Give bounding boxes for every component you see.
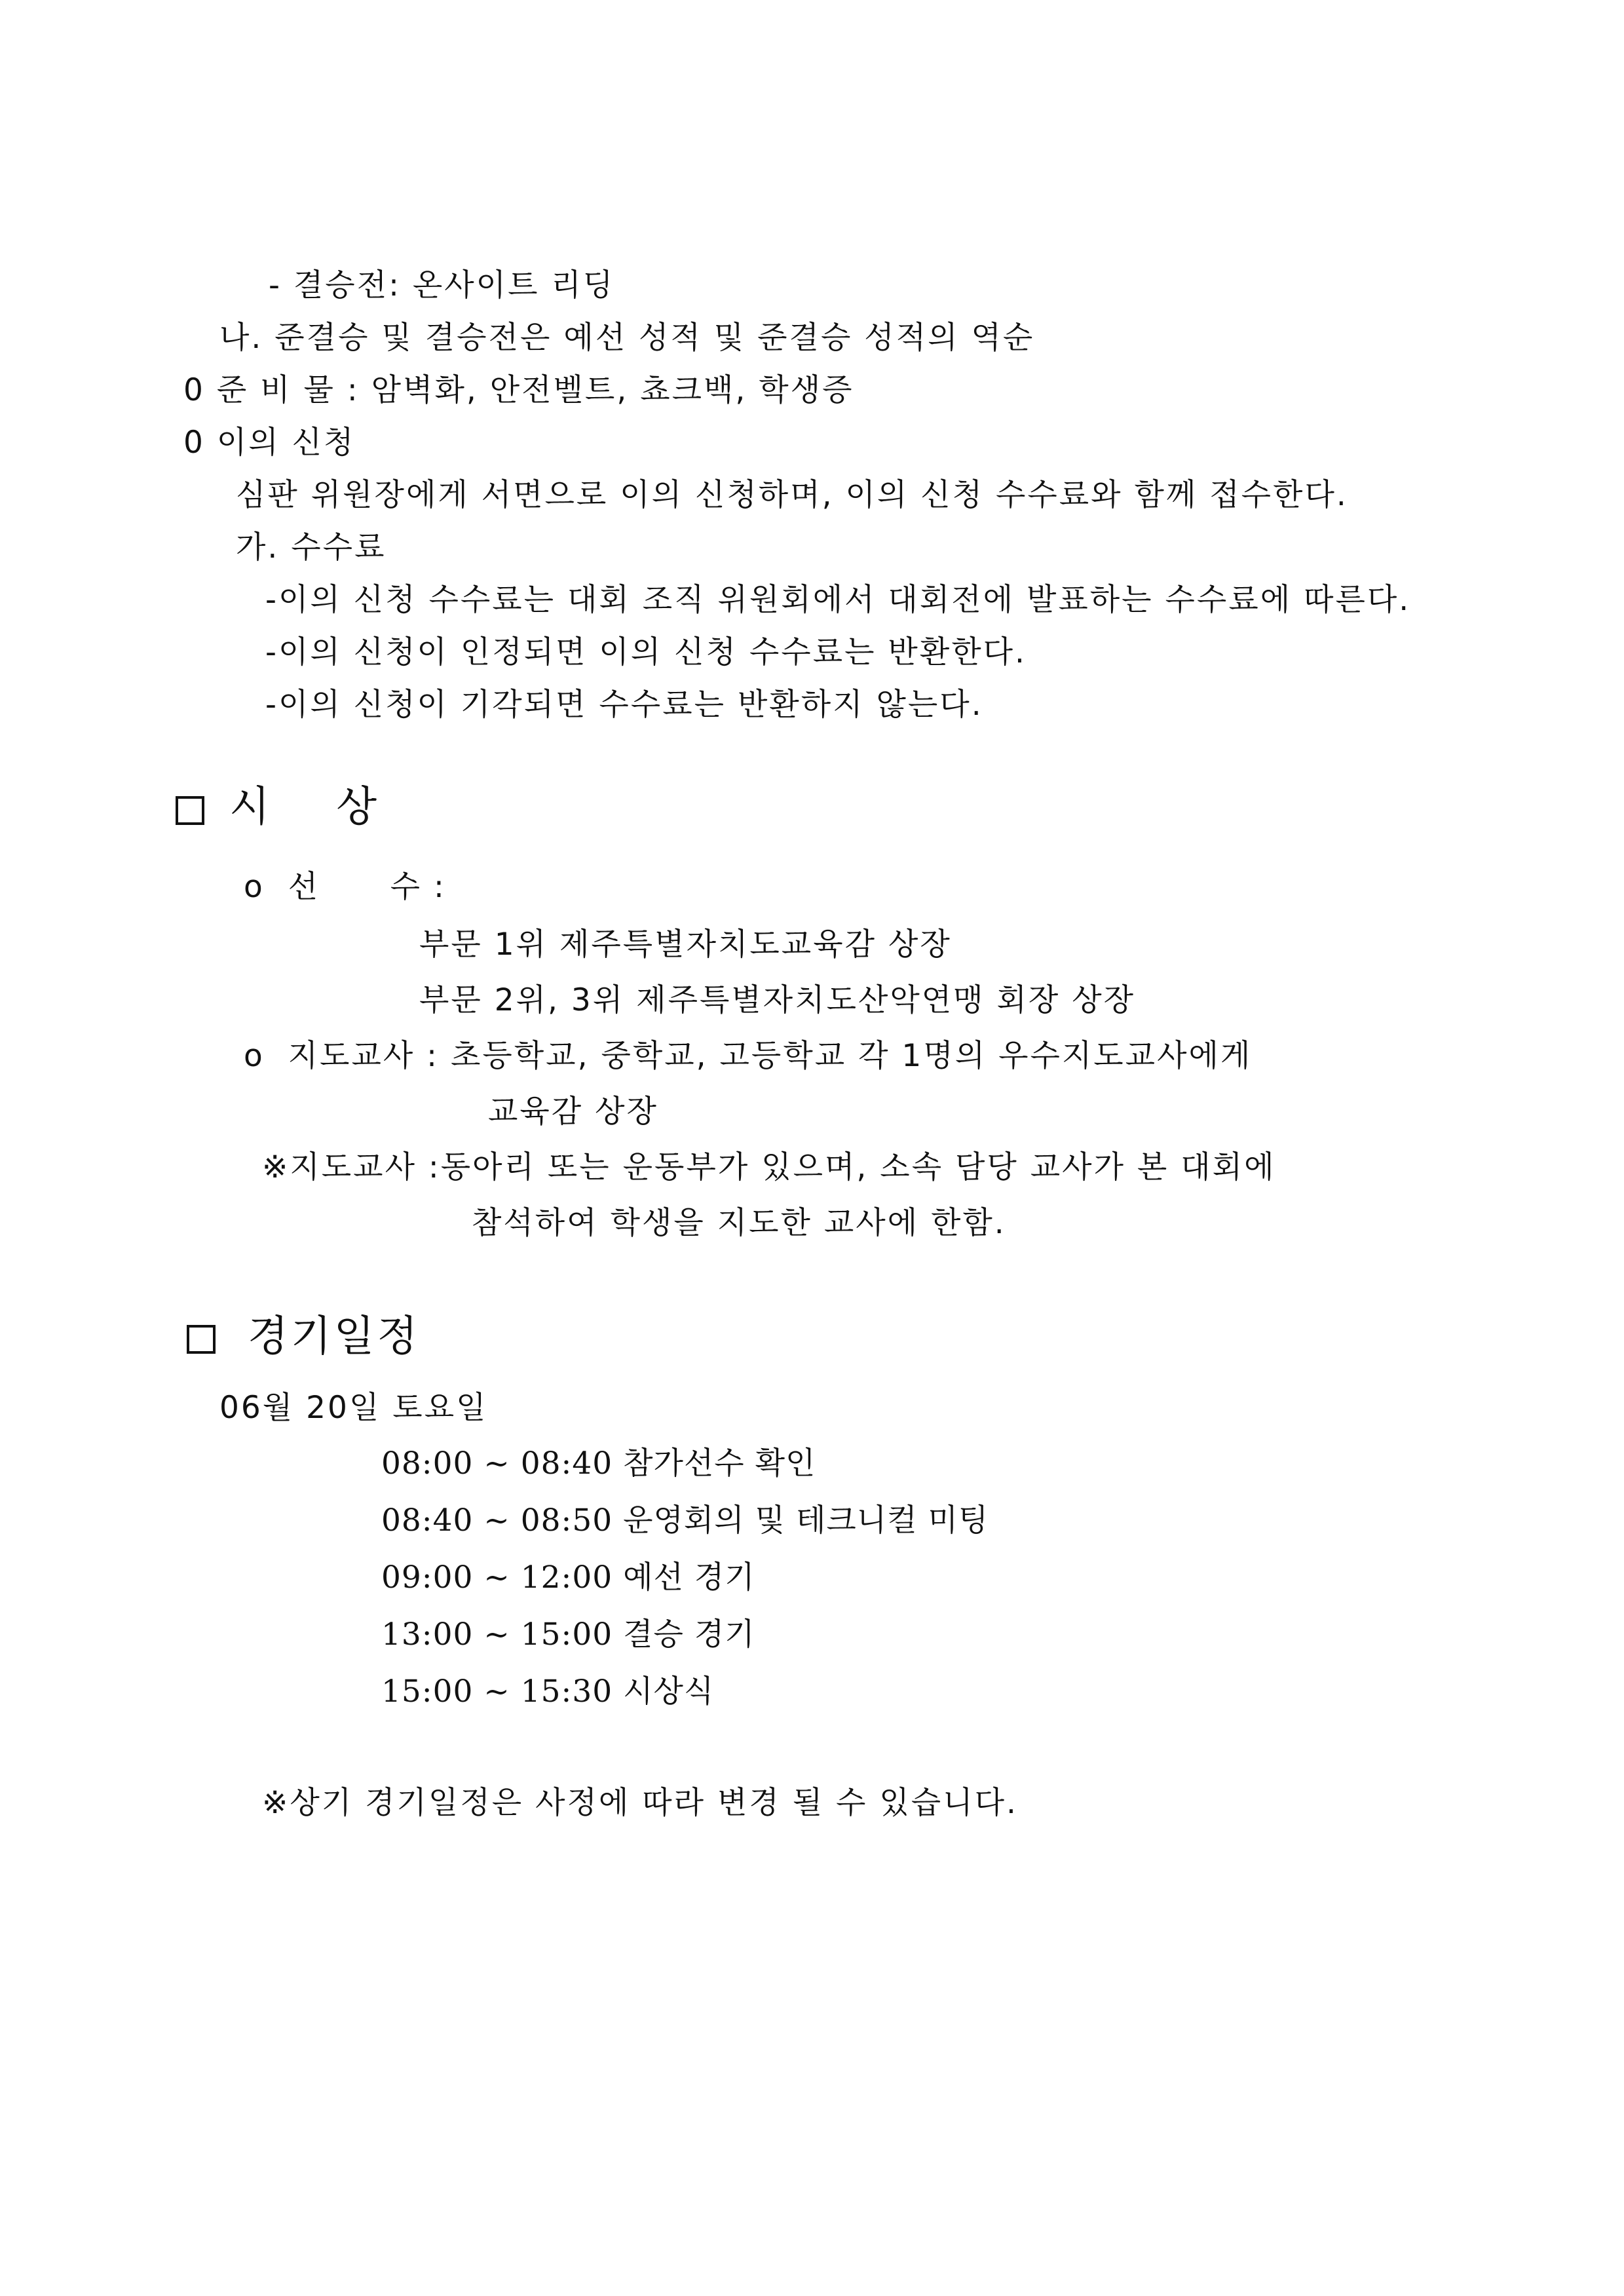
schedule-item: 13:00 ~ 15:00 결승 경기 — [381, 1617, 755, 1653]
text-line: 부문 1위 제주특별자치도교육감 상장 — [419, 927, 952, 963]
checkbox-square-icon — [176, 796, 204, 825]
text-line: -이의 신청이 인정되면 이의 신청 수수료는 반환한다. — [265, 634, 1027, 670]
text-line: -이의 신청 수수료는 대회 조직 위원회에서 대회전에 발표하는 수수료에 따른다. — [265, 582, 1411, 618]
text-line: 0 준 비 물 : 암벽화, 안전벨트, 쵸크백, 학생증 — [183, 372, 854, 408]
text-line: 참석하여 학생을 지도한 교사에 한함. — [472, 1205, 1006, 1241]
text-line: 심판 위원장에게 서면으로 이의 신청하며, 이의 신청 수수료와 함께 접수한다. — [236, 477, 1348, 513]
section-heading: 경기일정 — [248, 1312, 421, 1361]
schedule-item: 08:40 ~ 08:50 운영회의 및 테크니컬 미팅 — [381, 1502, 989, 1539]
text-line: 가. 수수료 — [236, 529, 387, 565]
text-line: 0 이의 신청 — [183, 425, 356, 461]
text-line: -이의 신청이 기각되면 수수료는 반환하지 않는다. — [265, 687, 983, 723]
schedule-item: 09:00 ~ 12:00 예선 경기 — [381, 1559, 755, 1596]
text-line: o 선 수 : — [244, 869, 446, 905]
checkbox-square-icon — [187, 1325, 216, 1354]
text-line: - 결승전: 온사이트 리딩 — [269, 267, 615, 303]
text-line: 교육감 상장 — [488, 1094, 658, 1130]
schedule-item: 08:00 ~ 08:40 참가선수 확인 — [381, 1445, 816, 1482]
text-line: 나. 준결승 및 결승전은 예선 성적 및 준결승 성적의 역순 — [219, 320, 1035, 356]
schedule-date: 06월 20일 토요일 — [219, 1390, 488, 1426]
section-heading: 시 상 — [229, 783, 380, 832]
text-line: o 지도교사 : 초등학교, 중학교, 고등학교 각 1명의 우수지도교사에게 — [244, 1038, 1253, 1074]
schedule-item: 15:00 ~ 15:30 시상식 — [381, 1674, 715, 1710]
schedule-note: ※상기 경기일정은 사정에 따라 변경 될 수 있습니다. — [262, 1785, 1018, 1821]
text-line: 부문 2위, 3위 제주특별자치도산악연맹 회장 상장 — [419, 982, 1136, 1018]
text-line: ※지도교사 :동아리 또는 운동부가 있으며, 소속 담당 교사가 본 대회에 — [262, 1149, 1276, 1185]
